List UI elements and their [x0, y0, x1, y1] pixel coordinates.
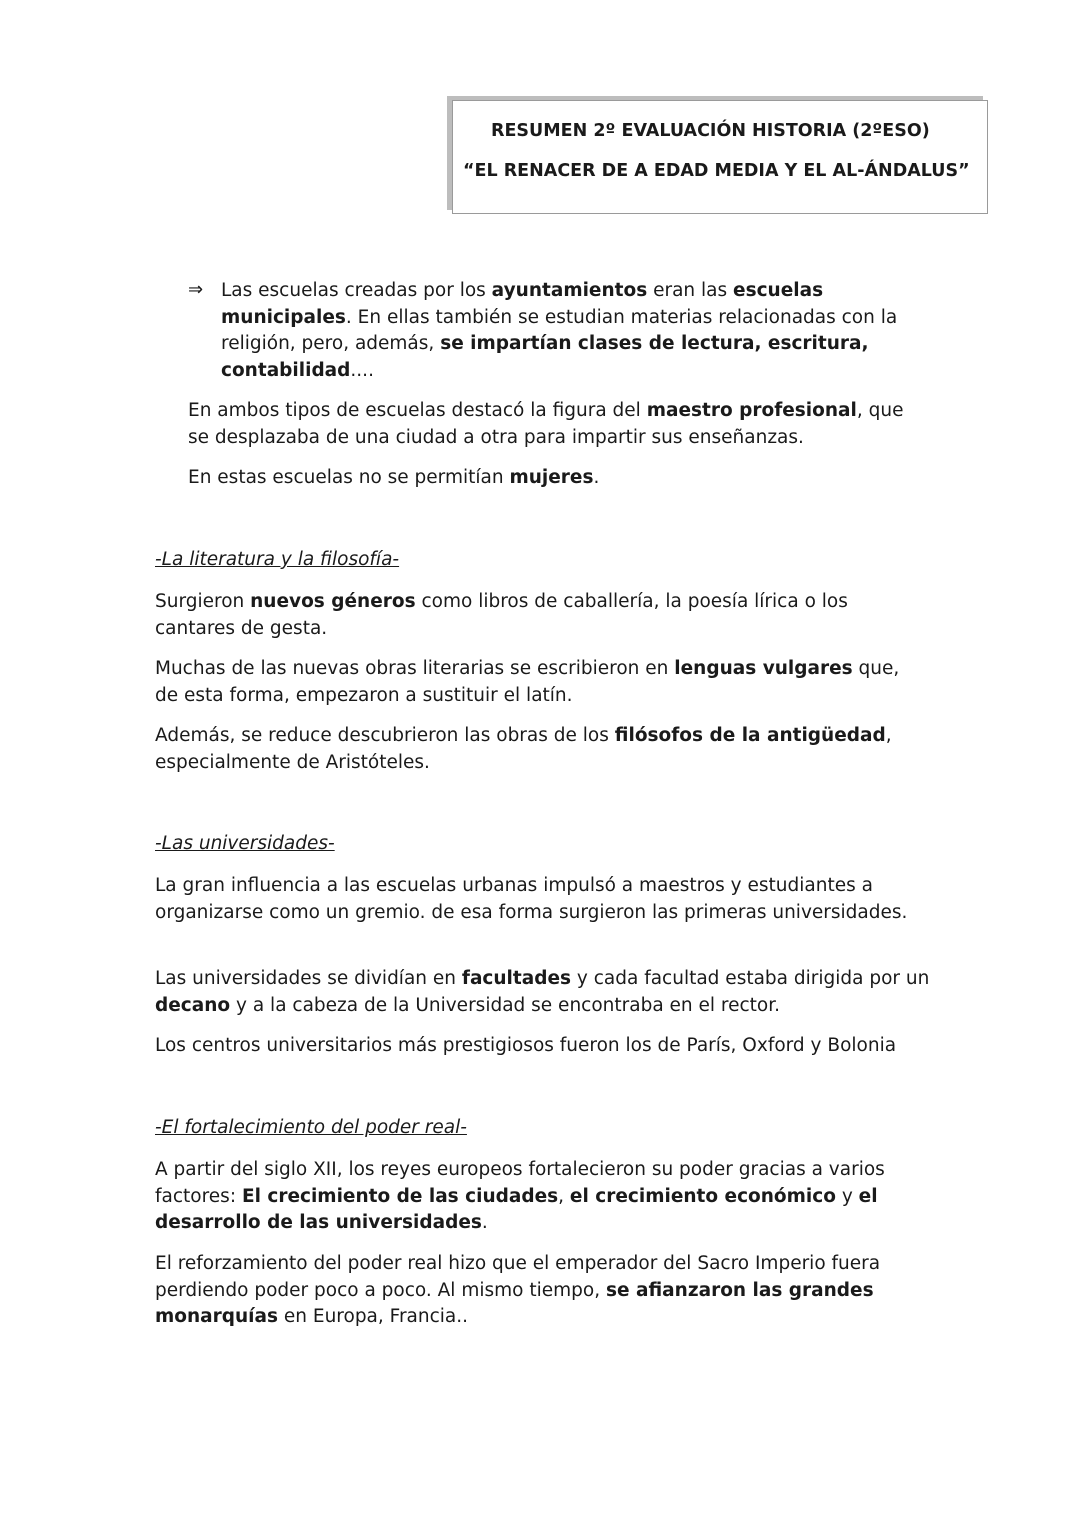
paragraph-lenguas: [155, 656, 915, 709]
text-run: como libros de caballería, la poesía lírica o los cantares de gesta.: [155, 591, 848, 639]
right-arrow-icon: ⇒: [188, 279, 204, 300]
bold-text: El crecimiento de las ciudades: [241, 1185, 559, 1207]
bullet-paragraph: [221, 278, 941, 384]
text-run: , especialmente de Aristóteles.: [155, 725, 892, 773]
bold-text: mujeres: [509, 467, 594, 488]
bold-text: el desarrollo de las universidades: [155, 1185, 878, 1233]
text-run: En estas escuelas no se permitían: [188, 467, 510, 488]
text-run: y: [835, 1185, 859, 1207]
text-run: que, de esta forma, empezaron a sustituir el latín.: [155, 658, 900, 706]
header-box: [452, 100, 988, 214]
bold-text: ayuntamientos: [491, 280, 648, 301]
document-title: RESUMEN 2º EVALUACIÓN HISTORIA (2ºESO): [491, 121, 930, 141]
text-run: . En ellas también se estudian materias relacionadas con la religión, pero, además,: [221, 306, 898, 354]
bold-text: nuevos géneros: [250, 591, 416, 612]
text-run: Además, se reduce descubrieron las obras de los: [155, 725, 615, 746]
bold-text: el crecimiento económico: [569, 1185, 836, 1207]
paragraph-factores: [155, 1157, 915, 1237]
text-run: El reforzamiento del poder real hizo que el emperador del Sacro Imperio fuera perdiendo poder poco a poco. Al mismo tiempo,: [155, 1253, 881, 1301]
paragraph-monarquias: [155, 1251, 925, 1331]
bold-text: se impartían clases de lectura, escritura, contabilidad: [221, 333, 869, 381]
text-run: Las escuelas creadas por los: [221, 280, 492, 301]
document-subtitle: “EL RENACER DE A EDAD MEDIA Y EL AL-ÁNDALUS”: [463, 161, 970, 181]
paragraph-generos: [155, 589, 915, 642]
text-run: .: [593, 467, 600, 488]
bold-text: escuelas municipales: [221, 280, 824, 328]
text-run: ....: [350, 359, 374, 381]
text-run: en Europa, Francia..: [278, 1306, 469, 1327]
paragraph-filosofos: [155, 723, 915, 776]
text-run: eran las: [647, 280, 734, 301]
bold-text: filósofos de la antigüedad: [614, 725, 886, 746]
bold-text: maestro profesional: [646, 400, 857, 421]
section-heading-universidades: -Las universidades-: [155, 833, 335, 854]
text-run: En ambos tipos de escuelas destacó la figura del: [188, 400, 647, 421]
bold-text: lenguas vulgares: [674, 658, 853, 679]
paragraph-maestro: [188, 398, 928, 451]
bold-text: facultades: [461, 968, 572, 989]
paragraph-facultades: [155, 966, 945, 1019]
section-heading-literatura: -La literatura y la filosofía-: [155, 549, 400, 570]
bold-text: decano: [155, 994, 231, 1016]
text-run: Las universidades se dividían en: [155, 968, 462, 989]
text-run: Muchas de las nuevas obras literarias se escribieron en: [155, 658, 675, 679]
text-run: A partir del siglo XII, los reyes europeos fortalecieron su poder gracias a varios factores:: [155, 1159, 885, 1207]
bold-text: se afianzaron las grandes monarquías: [155, 1279, 874, 1327]
text-run: .: [481, 1212, 488, 1233]
paragraph-mujeres: [188, 465, 928, 492]
section-heading-poder-real: -El fortalecimiento del poder real-: [155, 1117, 467, 1138]
text-run: y cada facultad estaba dirigida por un: [571, 968, 930, 989]
paragraph-gremio: La gran influencia a las escuelas urbanas impulsó a maestros y estudiantes a organizarse como un gremio. de esa forma surgieron las primeras universidades.: [155, 875, 908, 923]
text-run: ,: [558, 1185, 570, 1207]
paragraph-centros: Los centros universitarios más prestigiosos fueron los de París, Oxford y Bolonia: [155, 1035, 897, 1056]
text-run: y a la cabeza de la Universidad se encontraba en el rector.: [230, 994, 781, 1016]
text-run: Surgieron: [155, 591, 251, 612]
text-run: , que se desplazaba de una ciudad a otra para impartir sus enseñanzas.: [188, 400, 904, 448]
